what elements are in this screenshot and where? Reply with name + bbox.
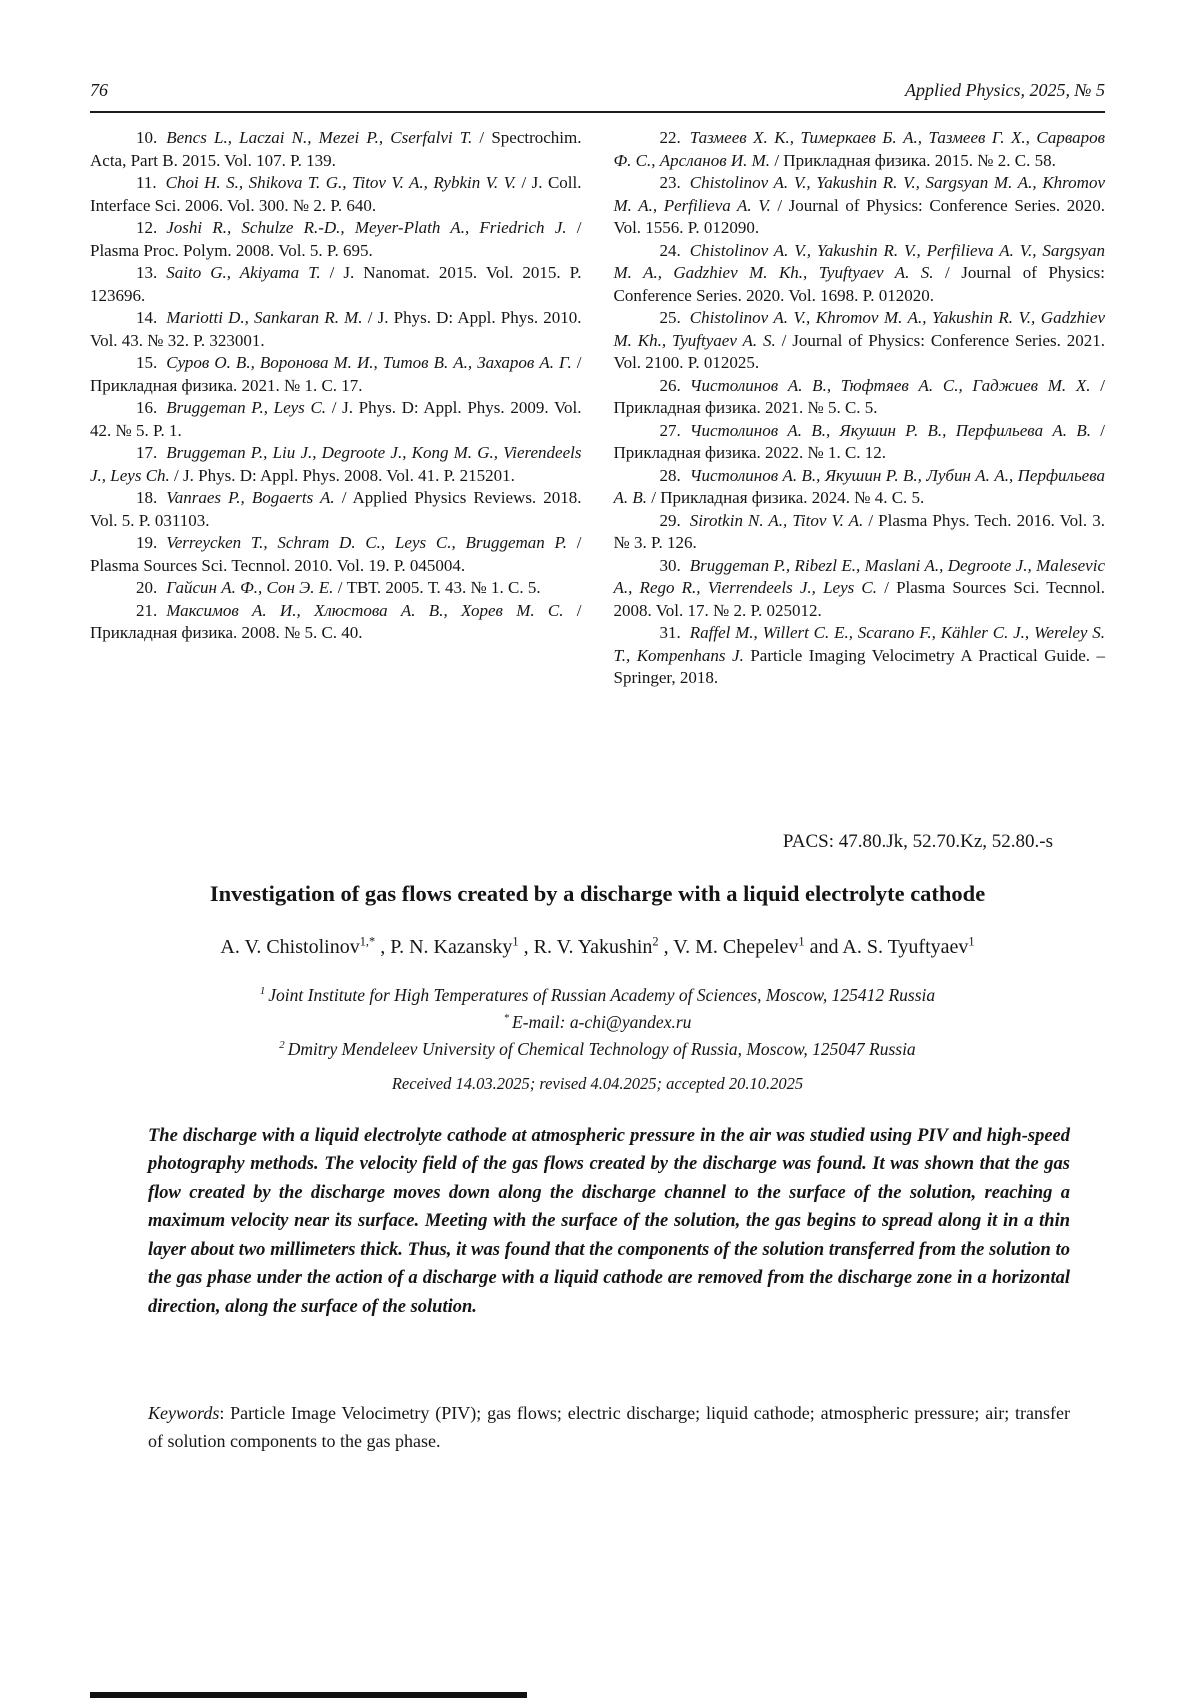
reference-source: / Прикладная физика. 2021. № 1. С. 17. — [90, 353, 582, 395]
reference-authors: Bencs L., Laczai N., Mezei P., Cserfalvi T. — [166, 128, 473, 147]
reference-source: / Spectrochim. Acta, Part B. 2015. Vol. 107. P. 139. — [90, 128, 582, 170]
reference-number: 15. — [136, 353, 158, 372]
reference-item — [90, 217, 582, 262]
reference-source: / J. Phys. D: Appl. Phys. 2008. Vol. 41. P. 215201. — [169, 465, 515, 485]
reference-number: 31. — [659, 623, 681, 642]
reference-authors: Чистолинов А. В., Якушин Р. В., Лубин А. А., Перфильева А. В. — [613, 465, 1105, 507]
reference-authors: Saito G., Akiyama T. — [166, 263, 321, 282]
reference-authors: Joshi R., Schulze R.-D., Meyer-Plath A., Friedrich J. — [166, 218, 567, 237]
affiliation-text: E-mail: a-chi@yandex.ru — [512, 1011, 692, 1032]
reference-item — [90, 487, 582, 532]
reference-item — [614, 420, 1106, 465]
keywords-text: : Particle Image Velocimetry (PIV); gas flows; electric discharge; liquid cathode; atmospheric pressure; air; transfer of solution components to the gas phase. — [148, 1403, 1070, 1451]
author-name — [809, 933, 975, 958]
reference-number: 29. — [659, 510, 681, 530]
reference-source: / J. Coll. Interface Sci. 2006. Vol. 300. № 2. P. 640. — [90, 173, 582, 215]
reference-source: / Journal of Physics: Conference Series. 2020. Vol. 1556. P. 012090. — [613, 195, 1105, 237]
author-text: , V. M. Chepelev — [663, 935, 799, 958]
affiliation-line — [90, 982, 1105, 1009]
affiliation-text: Dmitry Mendeleev University of Chemical Technology of Russia, Moscow, 125047 Russia — [287, 1038, 916, 1059]
affiliation-mark: 2 — [279, 1038, 285, 1051]
abstract-paragraph: The discharge with a liquid electrolyte cathode at atmospheric pressure in the air was studied using PIV and high-speed photography methods. The velocity field of the gas flows created by the discharge was found. It was shown that the gas flow created by the discharge moves down along the discharge channel to the surface of the solution, reaching a maximum velocity near its surface. Meeting with the surface of the solution, the gas begins to spread along it in a thin layer about two millimeters thick. Thus, it was found that the components of the solution transferred from the solution to the gas phase under the action of a discharge with a liquid cathode are removed from the discharge zone in a horizontal direction, along the surface of the solution. — [148, 1125, 1070, 1317]
reference-number: 30. — [659, 555, 681, 575]
reference-number: 25. — [659, 308, 681, 327]
reference-authors: Чистолинов А. В., Якушин Р. В., Перфильева А. В. — [689, 420, 1091, 440]
reference-authors: Chistolinov A. V., Khromov M. A., Yakushin R. V., Gadzhiev M. Kh., Tyuftyaev A. S. — [613, 308, 1105, 350]
reference-authors: Mariotti D., Sankaran R. M. — [166, 308, 363, 327]
reference-number: 23. — [659, 173, 681, 192]
reference-item — [90, 397, 582, 442]
author-name — [380, 933, 519, 958]
reference-item — [90, 352, 582, 397]
author-name — [663, 933, 805, 958]
page-number: 76 — [90, 80, 108, 100]
reference-number: 19. — [136, 533, 158, 552]
reference-item — [614, 127, 1106, 172]
references-left-column — [90, 127, 582, 690]
reference-item — [614, 375, 1106, 420]
reference-item — [90, 577, 582, 600]
reference-source: Particle Imaging Velocimetry A Practical Guide. – Springer, 2018. — [613, 645, 1106, 687]
reference-item — [90, 262, 582, 307]
reference-source: / Applied Physics Reviews. 2018. Vol. 5. P. 031103. — [90, 488, 582, 530]
reference-authors: Bruggeman P., Ribezl E., Maslani A., Degroote J., Malesevic A., Rego R., Vierrendeels J., Leys C. — [613, 555, 1105, 597]
reference-source: / J. Phys. D: Appl. Phys. 2010. Vol. 43. № 32. P. 323001. — [90, 308, 582, 350]
author-affiliation-mark: 1 — [968, 933, 975, 948]
reference-item — [90, 532, 582, 577]
reference-number: 14. — [136, 308, 158, 327]
affiliation-mark: 1 — [259, 984, 266, 997]
authors-line — [90, 934, 1105, 960]
scan-artifact-bar — [90, 1692, 527, 1698]
reference-source: / Прикладная физика. 2015. № 2. С. 58. — [770, 150, 1056, 170]
reference-source: / Прикладная физика. 2024. № 4. С. 5. — [647, 488, 925, 507]
reference-item — [614, 307, 1106, 375]
affiliation-mark: * — [503, 1011, 510, 1024]
reference-item — [614, 555, 1106, 623]
reference-number: 28. — [659, 465, 681, 485]
reference-item — [90, 127, 582, 172]
reference-number: 27. — [659, 420, 681, 440]
author-text: and A. S. Tyuftyaev — [809, 935, 969, 958]
reference-item — [614, 510, 1106, 555]
author-text: , R. V. Yakushin — [523, 935, 653, 958]
reference-item — [90, 307, 582, 352]
author-text: A. V. Chistolinov — [220, 935, 360, 958]
reference-authors: Sirotkin N. A., Titov V. A. — [689, 510, 864, 530]
affiliation-line — [90, 1009, 1105, 1036]
author-affiliation-mark: 1 — [512, 933, 519, 948]
reference-item — [90, 172, 582, 217]
reference-source: / Прикладная физика. 2021. № 5. С. 5. — [613, 375, 1105, 417]
reference-source: / Plasma Phys. Tech. 2016. Vol. 3. № 3. P. 126. — [613, 510, 1105, 552]
reference-source: / Прикладная физика. 2022. № 1. С. 12. — [613, 420, 1105, 462]
reference-item — [90, 600, 582, 645]
reference-source: / Plasma Sources Sci. Tecnnol. 2010. Vol. 19. P. 045004. — [90, 533, 582, 575]
reference-authors: Raffel M., Willert C. E., Scarano F., Kähler C. J., Wereley S. T., Kompenhans J. — [613, 623, 1105, 665]
author-affiliation-mark: 1,* — [359, 933, 376, 948]
reference-authors: Choi H. S., Shikova T. G., Titov V. A., Rybkin V. V. — [165, 173, 517, 192]
received-line: Received 14.03.2025; revised 4.04.2025; accepted 20.10.2025 — [391, 1073, 804, 1093]
reference-authors: Тазмеев Х. К., Тимеркаев Б. А., Тазмеев Г. Х., Сарваров Ф. С., Арсланов И. М. — [613, 128, 1105, 170]
reference-authors: Bruggeman P., Leys C. — [166, 398, 327, 417]
reference-authors: Гайсин А. Ф., Сон Э. Е. — [166, 578, 334, 597]
reference-number: 21. — [136, 600, 158, 620]
keywords-paragraph — [148, 1399, 1070, 1455]
article-title: Investigation of gas flows created by a discharge with a liquid electrolyte cathode — [209, 880, 986, 906]
journal-title: Applied Physics, 2025, № 5 — [905, 80, 1105, 100]
reference-authors: Чистолинов А. В., Тюфтяев А. С., Гаджиев М. Х. — [689, 375, 1091, 395]
reference-number: 20. — [136, 578, 158, 597]
author-name — [220, 933, 376, 958]
reference-item — [614, 172, 1106, 240]
reference-number: 24. — [659, 240, 681, 260]
reference-number: 11. — [136, 173, 157, 192]
reference-number: 10. — [136, 128, 158, 147]
reference-source: / Прикладная физика. 2008. № 5. С. 40. — [90, 600, 582, 642]
reference-authors: Суров О. В., Воронова М. И., Титов В. А., Захаров А. Г. — [166, 353, 572, 372]
reference-item — [614, 622, 1106, 690]
author-name — [523, 933, 659, 958]
references-right-column — [614, 127, 1106, 690]
reference-number: 16. — [136, 398, 158, 417]
reference-number: 22. — [659, 128, 681, 147]
reference-source: / Plasma Sources Sci. Tecnnol. 2008. Vol. 17. № 2. P. 025012. — [613, 578, 1105, 620]
keywords-label: Keywords — [148, 1403, 220, 1423]
reference-item — [90, 442, 582, 487]
reference-source: / J. Phys. D: Appl. Phys. 2009. Vol. 42. № 5. P. 1. — [90, 398, 582, 440]
reference-source: / Journal of Physics: Conference Series. 2020. Vol. 1698. P. 012020. — [613, 263, 1106, 305]
affiliations-block — [90, 982, 1105, 1063]
reference-source: / J. Nanomat. 2015. Vol. 2015. P. 123696. — [90, 263, 582, 305]
reference-source: / ТВТ. 2005. Т. 43. № 1. С. 5. — [333, 578, 541, 597]
reference-source: / Journal of Physics: Conference Series. 2021. Vol. 2100. P. 012025. — [613, 330, 1105, 372]
author-affiliation-mark: 1 — [798, 933, 805, 948]
author-affiliation-mark: 2 — [652, 933, 659, 948]
affiliation-text: Joint Institute for High Temperatures of Russian Academy of Sciences, Moscow, 125412 Russia — [268, 984, 936, 1005]
reference-number: 13. — [136, 263, 158, 282]
affiliation-line — [90, 1036, 1105, 1063]
reference-number: 18. — [136, 488, 158, 507]
reference-item — [614, 240, 1106, 308]
reference-authors: Bruggeman P., Liu J., Degroote J., Kong M. G., Vierendeels J., Leys Ch. — [90, 443, 582, 485]
reference-authors: Chistolinov A. V., Yakushin R. V., Perfilieva A. V., Sargsyan M. A., Gadzhiev M. Kh., Tyuftyaev A. S. — [613, 240, 1105, 282]
page-header — [90, 78, 1105, 113]
references-section — [90, 127, 1105, 690]
reference-authors: Максимов А. И., Хлюстова А. В., Хорев М. С. — [166, 600, 564, 620]
reference-source: / Plasma Proc. Polym. 2008. Vol. 5. P. 695. — [90, 218, 582, 260]
reference-authors: Verreycken T., Schram D. C., Leys C., Bruggeman P. — [166, 533, 567, 552]
reference-number: 17. — [136, 443, 158, 462]
reference-number: 12. — [136, 218, 158, 237]
reference-number: 26. — [659, 375, 681, 395]
author-text: , P. N. Kazansky — [380, 935, 513, 958]
reference-authors: Vanraes P., Bogaerts A. — [166, 488, 335, 507]
pacs-line: PACS: 47.80.Jk, 52.70.Kz, 52.80.-s — [782, 830, 1053, 852]
reference-authors: Chistolinov A. V., Yakushin R. V., Sargsyan M. A., Khromov M. A., Perfilieva A. V. — [613, 173, 1105, 215]
reference-item — [614, 465, 1106, 510]
